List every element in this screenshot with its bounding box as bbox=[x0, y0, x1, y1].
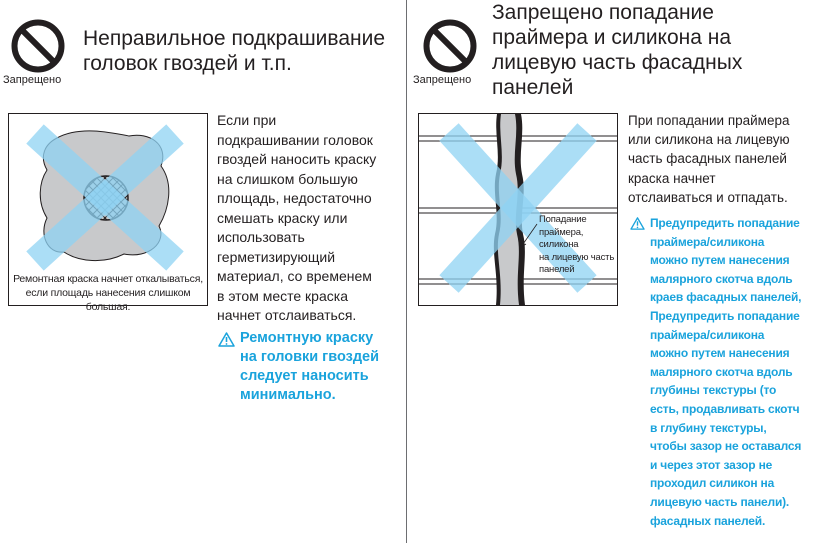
warning-line: фасадных панелей. bbox=[650, 513, 766, 528]
warning-line: малярного скотча вдоль bbox=[650, 364, 793, 379]
warning-line: можно путем нанесения bbox=[650, 346, 790, 361]
body-text bbox=[217, 111, 376, 326]
warning-line: на головки гвоздей bbox=[240, 349, 380, 365]
column-divider bbox=[406, 0, 407, 543]
warning-triangle-icon bbox=[218, 332, 235, 347]
body-line: При попадании праймера bbox=[628, 113, 790, 128]
warning-line: следует наносить bbox=[240, 368, 369, 384]
warning-line: и через этот зазор не bbox=[650, 457, 773, 472]
warning-line: есть, продавливать скотч bbox=[650, 401, 800, 416]
body-line: начнет отслаиваться. bbox=[217, 307, 357, 323]
title-line: Запрещено попадание bbox=[492, 1, 714, 24]
prohibited-sign-icon bbox=[422, 18, 478, 74]
body-line: отслаиваться и отпадать. bbox=[628, 189, 788, 205]
body-line: площадь, недостаточно bbox=[217, 190, 372, 206]
body-text bbox=[628, 111, 790, 207]
body-line: на слишком большую bbox=[217, 170, 358, 187]
body-line: материал, со временем bbox=[217, 268, 372, 284]
body-line: или силикона на лицевую bbox=[628, 132, 790, 148]
warning-line: глубины текстуры (то bbox=[650, 383, 777, 398]
callout-line: Попадание bbox=[539, 214, 587, 225]
section-title bbox=[492, 0, 742, 100]
body-line: гвоздей наносить краску bbox=[217, 151, 377, 167]
warning-line: можно путем нанесения bbox=[650, 253, 790, 268]
prohibited-label: Запрещено bbox=[413, 74, 472, 86]
warning-line: минимально. bbox=[240, 387, 336, 403]
figure-caption bbox=[9, 272, 207, 314]
title-line: головок гвоздей и т.п. bbox=[83, 52, 292, 75]
warning-line: Предупредить попадание bbox=[650, 308, 800, 323]
caption-line: Ремонтная краска начнет откалываться, bbox=[13, 273, 203, 285]
caption-line: если площадь нанесения слишком большая. bbox=[25, 287, 191, 313]
callout-line: на лицевую часть bbox=[539, 251, 615, 263]
title-line: лицевую часть фасадных bbox=[492, 51, 743, 74]
warning-line: праймера/силикона bbox=[650, 327, 765, 342]
warning-text bbox=[240, 329, 379, 405]
warning-line: Ремонтную краску bbox=[240, 330, 374, 346]
callout-line: панелей bbox=[539, 264, 575, 275]
warning-line: в глубину текстуры, bbox=[650, 420, 767, 435]
warning-line: лицевую часть панели). bbox=[650, 494, 790, 509]
body-line: смешать краску или bbox=[217, 209, 348, 226]
warning-line: малярного скотча вдоль bbox=[650, 271, 793, 286]
warning-line: чтобы зазор не оставался bbox=[650, 439, 802, 454]
prohibited-sign-icon bbox=[10, 18, 66, 74]
panel-joint-figure bbox=[418, 113, 618, 306]
section-title bbox=[83, 26, 385, 76]
figure-callout bbox=[539, 214, 617, 277]
warning-line: краев фасадных панелей, bbox=[650, 290, 802, 305]
warning-line: проходил силикон на bbox=[650, 476, 775, 491]
body-line: краска начнет bbox=[628, 170, 716, 186]
prohibited-label: Запрещено bbox=[3, 74, 62, 86]
title-line: панелей bbox=[492, 76, 574, 99]
warning-text bbox=[650, 214, 801, 530]
nail-head-figure bbox=[8, 113, 208, 313]
callout-line: праймера, силикона bbox=[539, 226, 584, 250]
body-line: часть фасадных панелей bbox=[628, 151, 787, 167]
title-line: праймера и силикона на bbox=[492, 26, 732, 49]
body-line: подкрашивании головок bbox=[217, 131, 373, 148]
title-line: Неправильное подкрашивание bbox=[83, 27, 386, 50]
body-line: использовать bbox=[217, 229, 305, 245]
body-line: в этом месте краска bbox=[217, 287, 348, 304]
warning-line: праймера/силикона bbox=[650, 234, 765, 249]
warning-line: Предупредить попадание bbox=[650, 216, 800, 230]
body-line: герметизирующий bbox=[217, 248, 336, 265]
warning-triangle-icon bbox=[630, 217, 645, 230]
body-line: Если при bbox=[217, 112, 277, 128]
